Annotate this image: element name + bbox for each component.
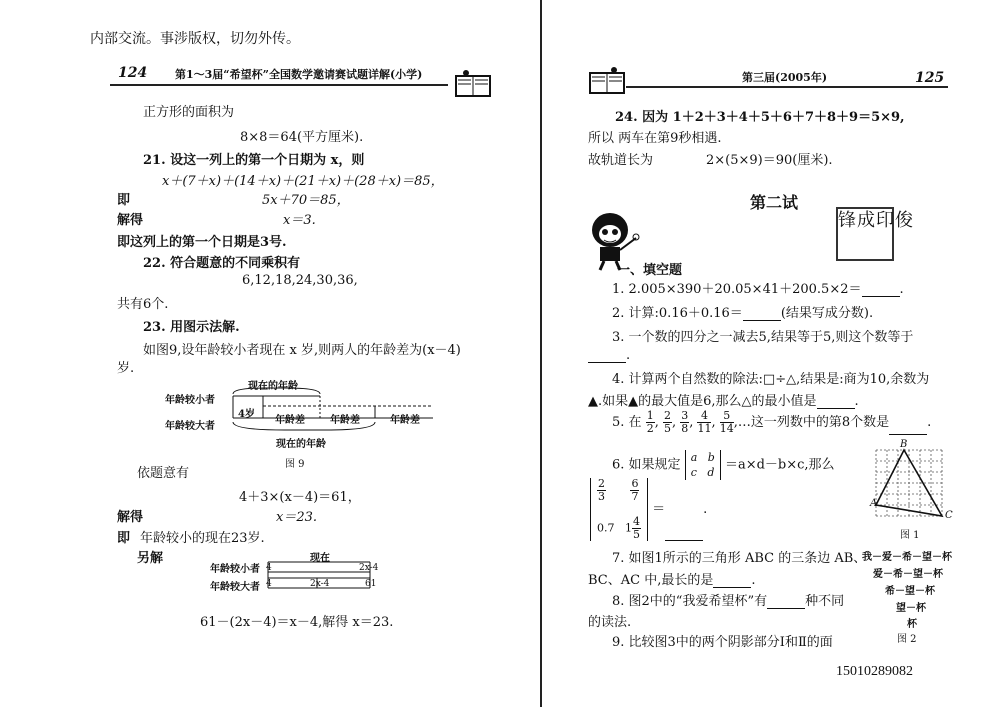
- q24-line: 24. 因为 1＋2＋3＋4＋5＋6＋7＋8＋9＝5×9,: [615, 110, 905, 125]
- text-line: 即这列上的第一个日期是3号.: [117, 235, 287, 250]
- determinant-abcd: a b c d: [685, 450, 721, 480]
- text-line: 解得: [117, 213, 144, 228]
- left-header-rule: [110, 84, 448, 86]
- alt-label-old: 年龄较大者: [210, 582, 260, 593]
- page-gutter: [540, 0, 542, 707]
- answer-blank[interactable]: [588, 350, 626, 363]
- fig2-row: 爱－希－望－杯: [873, 569, 943, 580]
- text-line: 共有6个.: [117, 297, 169, 312]
- fig9-label-diff: 年龄差: [275, 415, 305, 426]
- right-page-number: 125: [915, 70, 945, 86]
- text-line: 61－(2x－4)＝x－4,解得 x＝23.: [200, 615, 394, 630]
- alt-value: 2x-4: [359, 563, 379, 573]
- determinant-values: $\frac{2}{3}$ $\frac{6}{7}$ 0.7 1 $\frac{4}{5}$: [590, 478, 648, 541]
- text-line: 8×8＝64(平方厘米).: [240, 130, 364, 145]
- text-line: 6,12,18,24,30,36,: [242, 273, 358, 288]
- question-6: 6. 如果规定 a b c d ＝a×d－b×c,那么: [612, 451, 835, 479]
- fig1-label-b: B: [900, 439, 908, 450]
- text-line: 4＋3×(x－4)＝61，: [239, 490, 361, 505]
- fig2-row: 望－杯: [896, 603, 926, 614]
- question-8: 8. 图2中的“我爱希望杯”有 种不同: [612, 594, 845, 609]
- fig9-label-diff: 年龄差: [330, 415, 360, 426]
- fig9-label-young: 年龄较小者: [165, 395, 215, 406]
- alt-value: 61: [365, 579, 377, 589]
- text-line: 正方形的面积为: [143, 105, 235, 120]
- answer-blank[interactable]: [817, 396, 855, 409]
- text-line: 2×(5×9)＝90(厘米).: [706, 153, 833, 168]
- text-line: x＝23.: [276, 510, 318, 525]
- answer-blank[interactable]: [889, 422, 927, 435]
- text-line: 依题意有: [137, 466, 190, 481]
- text-line: 如图9,设年龄较小者现在 x 岁,则两人的年龄差为(x－4): [143, 343, 461, 358]
- subsection-title: 一、填空题: [617, 263, 683, 278]
- text-line: 即: [117, 531, 131, 546]
- book-logo-icon: [454, 68, 492, 102]
- text-line: 岁.: [117, 361, 135, 376]
- text-line: x＋(7＋x)＋(14＋x)＋(21＋x)＋(28＋x)＝85，: [162, 174, 444, 189]
- fig9-label-old: 年龄较大者: [165, 421, 215, 432]
- alt-value: 2x-4: [310, 579, 330, 589]
- question-1: 1. 2.005×390＋20.05×41＋200.5×2＝ .: [612, 282, 904, 297]
- text-line: 年龄较小的现在23岁.: [140, 531, 265, 546]
- question-9: 9. 比较图3中的两个阴影部分Ⅰ和Ⅱ的面: [612, 635, 833, 650]
- fig9-label-diff: 年龄差: [390, 415, 420, 426]
- copyright-notice: 内部交流。事涉版权，切勿外传。: [90, 31, 300, 47]
- phone-number: 15010289082: [836, 664, 913, 679]
- seal-stamp: 锋成印俊: [836, 207, 894, 261]
- fig2-caption: 图 2: [897, 634, 917, 645]
- question-4b: ▲.如果▲的最大值是6,那么△的最小值是 .: [588, 394, 859, 409]
- left-page-header: 第1～3届“希望杯”全国数学邀请赛试题详解(小学): [175, 68, 423, 81]
- text-line: 5x＋70＝85，: [262, 193, 350, 208]
- left-page-number: 124: [118, 65, 148, 81]
- question-4: 4. 计算两个自然数的除法:□÷△,结果是:商为10,余数为: [612, 372, 930, 387]
- text-line: 解得: [117, 510, 144, 525]
- answer-blank[interactable]: [665, 528, 703, 541]
- question-2: 2. 计算:0.16＋0.16＝ (结果写成分数).: [612, 306, 874, 321]
- fig1-label-c: C: [945, 510, 953, 521]
- fig9-label-now-bottom: 现在的年龄: [276, 439, 326, 450]
- question-8b: 的读法.: [588, 615, 632, 630]
- alt-value: 4: [266, 563, 272, 573]
- question-7b: BC、AC 中,最长的是 .: [588, 573, 756, 588]
- text-line: 另解: [137, 551, 164, 566]
- answer-blank[interactable]: [743, 308, 781, 321]
- fig9-label-4: 4岁: [238, 409, 255, 420]
- alt-label-now: 现在: [310, 553, 330, 564]
- alt-label-young: 年龄较小者: [210, 564, 260, 575]
- fig9-caption: 图 9: [285, 459, 305, 470]
- fig2-row: 杯: [907, 619, 917, 630]
- fig1-caption: 图 1: [900, 530, 920, 541]
- fig9-label-now-top: 现在的年龄: [248, 381, 298, 392]
- text-line: 所以 两车在第9秒相遇.: [588, 131, 722, 146]
- fig2-row: 我－爱－希－望－杯: [862, 552, 952, 563]
- fig1-label-a: A: [870, 498, 878, 509]
- text-line: 即: [117, 193, 131, 208]
- fig9-bars: [225, 386, 440, 434]
- text-line: x＝3.: [283, 213, 316, 228]
- answer-blank[interactable]: [713, 575, 751, 588]
- right-page-header: 第三届(2005年): [742, 71, 828, 84]
- alt-value: 4: [266, 579, 272, 589]
- question-3: 3. 一个数的四分之一减去5,结果等于5,则这个数等于: [612, 330, 914, 345]
- fig2-row: 希－望－杯: [885, 586, 935, 597]
- book-logo-icon: [588, 65, 626, 99]
- question-5: 5. 在 $\frac{1}{2}$ , $\frac{2}{5}$ , $\frac{3}{8}$ , $\frac{4}{11}$ , $\frac{5}{14}$ ,…这一列数中的第8个数是 .: [612, 409, 932, 435]
- section-title: 第二试: [750, 193, 799, 212]
- question-7: 7. 如图1所示的三角形 ABC 的三条边 AB、: [612, 551, 867, 566]
- q21-line: 21. 设这一列上的第一个日期为 x，则: [143, 153, 365, 168]
- answer-blank[interactable]: [862, 284, 900, 297]
- text-line: 故轨道长为: [588, 153, 654, 168]
- question-6-determinant: $\frac{2}{3}$ $\frac{6}{7}$ 0.7 1 $\frac{4}{5}$ ＝ .: [590, 478, 707, 541]
- question-3-blank: .: [588, 348, 630, 363]
- right-header-rule: [626, 86, 948, 88]
- fig1-grid: [866, 440, 952, 524]
- q22-line: 22. 符合题意的不同乘积有: [143, 256, 301, 271]
- answer-blank[interactable]: [767, 596, 805, 609]
- q23-line: 23. 用图示法解.: [143, 320, 240, 335]
